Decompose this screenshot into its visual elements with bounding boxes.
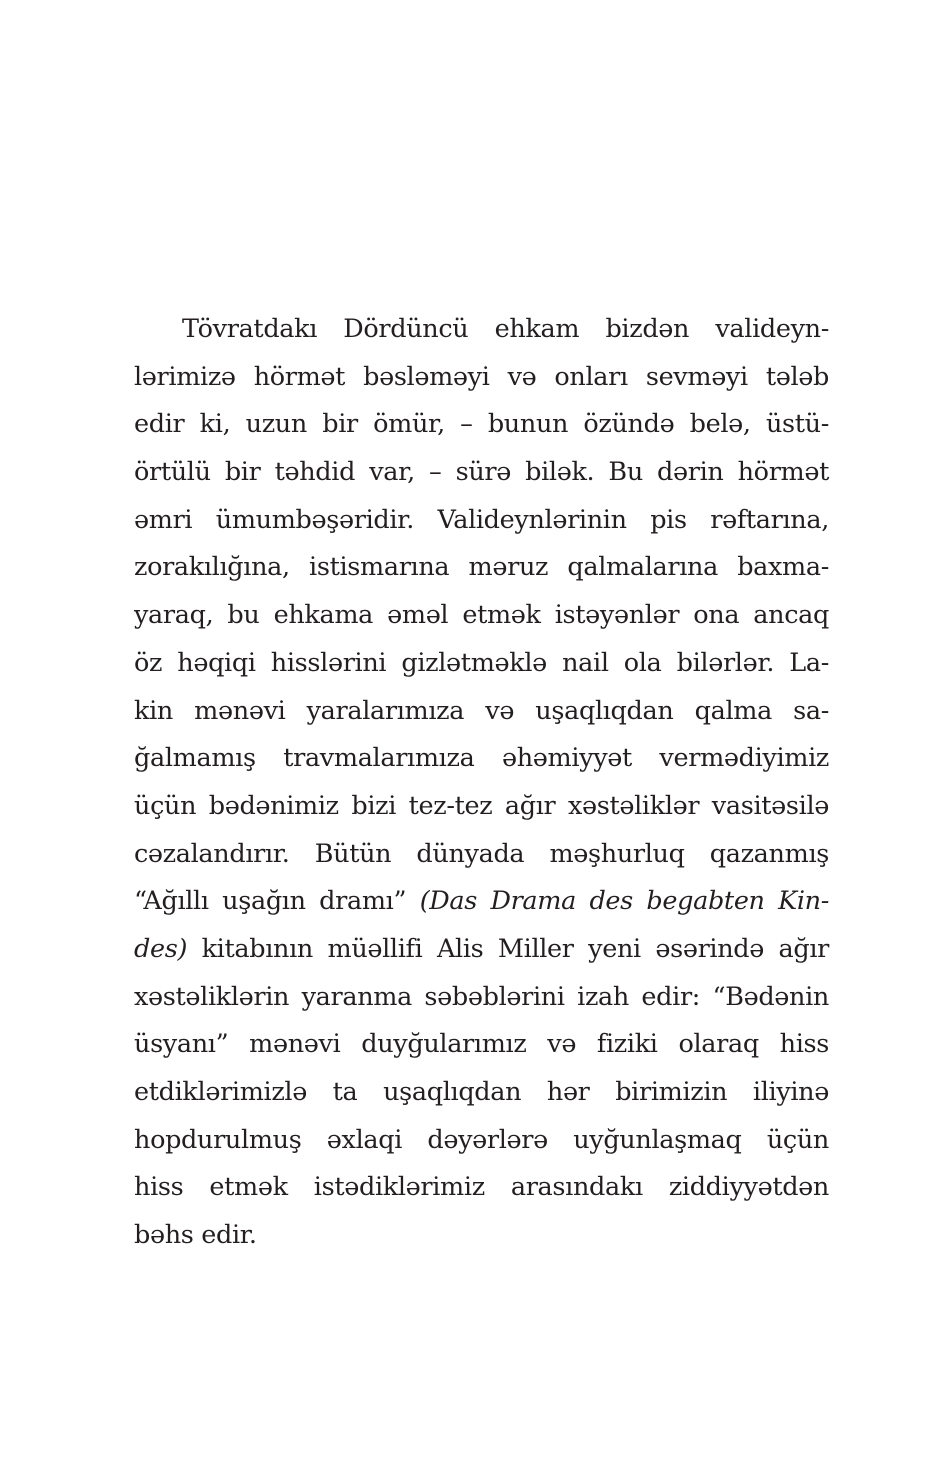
text-line: ğalmamış travmalarımıza əhəmiyyət vermədiyimiz [134, 743, 829, 774]
italic-book-title: des) [134, 933, 188, 964]
text-line: xəstəliklərin yaranma səbəblərini izah edir: “Bədənin [134, 981, 829, 1012]
text-line: edir ki, uzun bir ömür, – bunun özündə belə, üstü- [134, 409, 829, 440]
text-line: örtülü bir təhdid var, – sürə bilək. Bu dərin hörmət [134, 457, 829, 488]
body-paragraph [134, 306, 829, 1260]
text-line: bəhs edir. [134, 1220, 257, 1251]
text-line: Tövratdakı Dördüncü ehkam bizdən valideyn- [182, 314, 829, 344]
text-line: üçün bədənimiz bizi tez-tez ağır xəstəliklər vasitəsilə [134, 790, 829, 821]
text-segment: kitabının müəllifi Alis Miller yeni əsərində ağır [187, 933, 829, 964]
text-line: kin mənəvi yaralarımıza və uşaqlıqdan qalma sa- [134, 695, 829, 726]
italic-book-title: (Das Drama des begabten Kin- [419, 886, 829, 917]
text-segment: “Ağıllı uşağın dramı” [134, 886, 420, 917]
text-line: yaraq, bu ehkama əməl etmək istəyənlər ona ancaq [134, 600, 829, 631]
text-line: əmri ümumbəşəridir. Valideynlərinin pis rəftarına, [134, 504, 829, 535]
text-line [134, 878, 829, 926]
text-line: hopdurulmuş əxlaqi dəyərlərə uyğunlaşmaq üçün [134, 1124, 829, 1155]
text-line: zorakılığına, istismarına məruz qalmalarına baxma- [134, 552, 829, 583]
text-line: lərimizə hörmət bəsləməyi və onları sevməyi tələb [134, 361, 829, 392]
text-line [134, 926, 829, 974]
text-line: öz həqiqi hisslərini gizlətməklə nail ola bilərlər. La- [134, 647, 829, 678]
text-line: cəzalandırır. Bütün dünyada məşhurluq qazanmış [134, 838, 829, 869]
text-line: etdiklərimizlə ta uşaqlıqdan hər birimizin iliyinə [134, 1077, 829, 1107]
text-line: üsyanı” mənəvi duyğularımız və fiziki olaraq hiss [134, 1029, 829, 1060]
text-line: hiss etmək istədiklərimiz arasındakı ziddiyyətdən [134, 1172, 829, 1203]
